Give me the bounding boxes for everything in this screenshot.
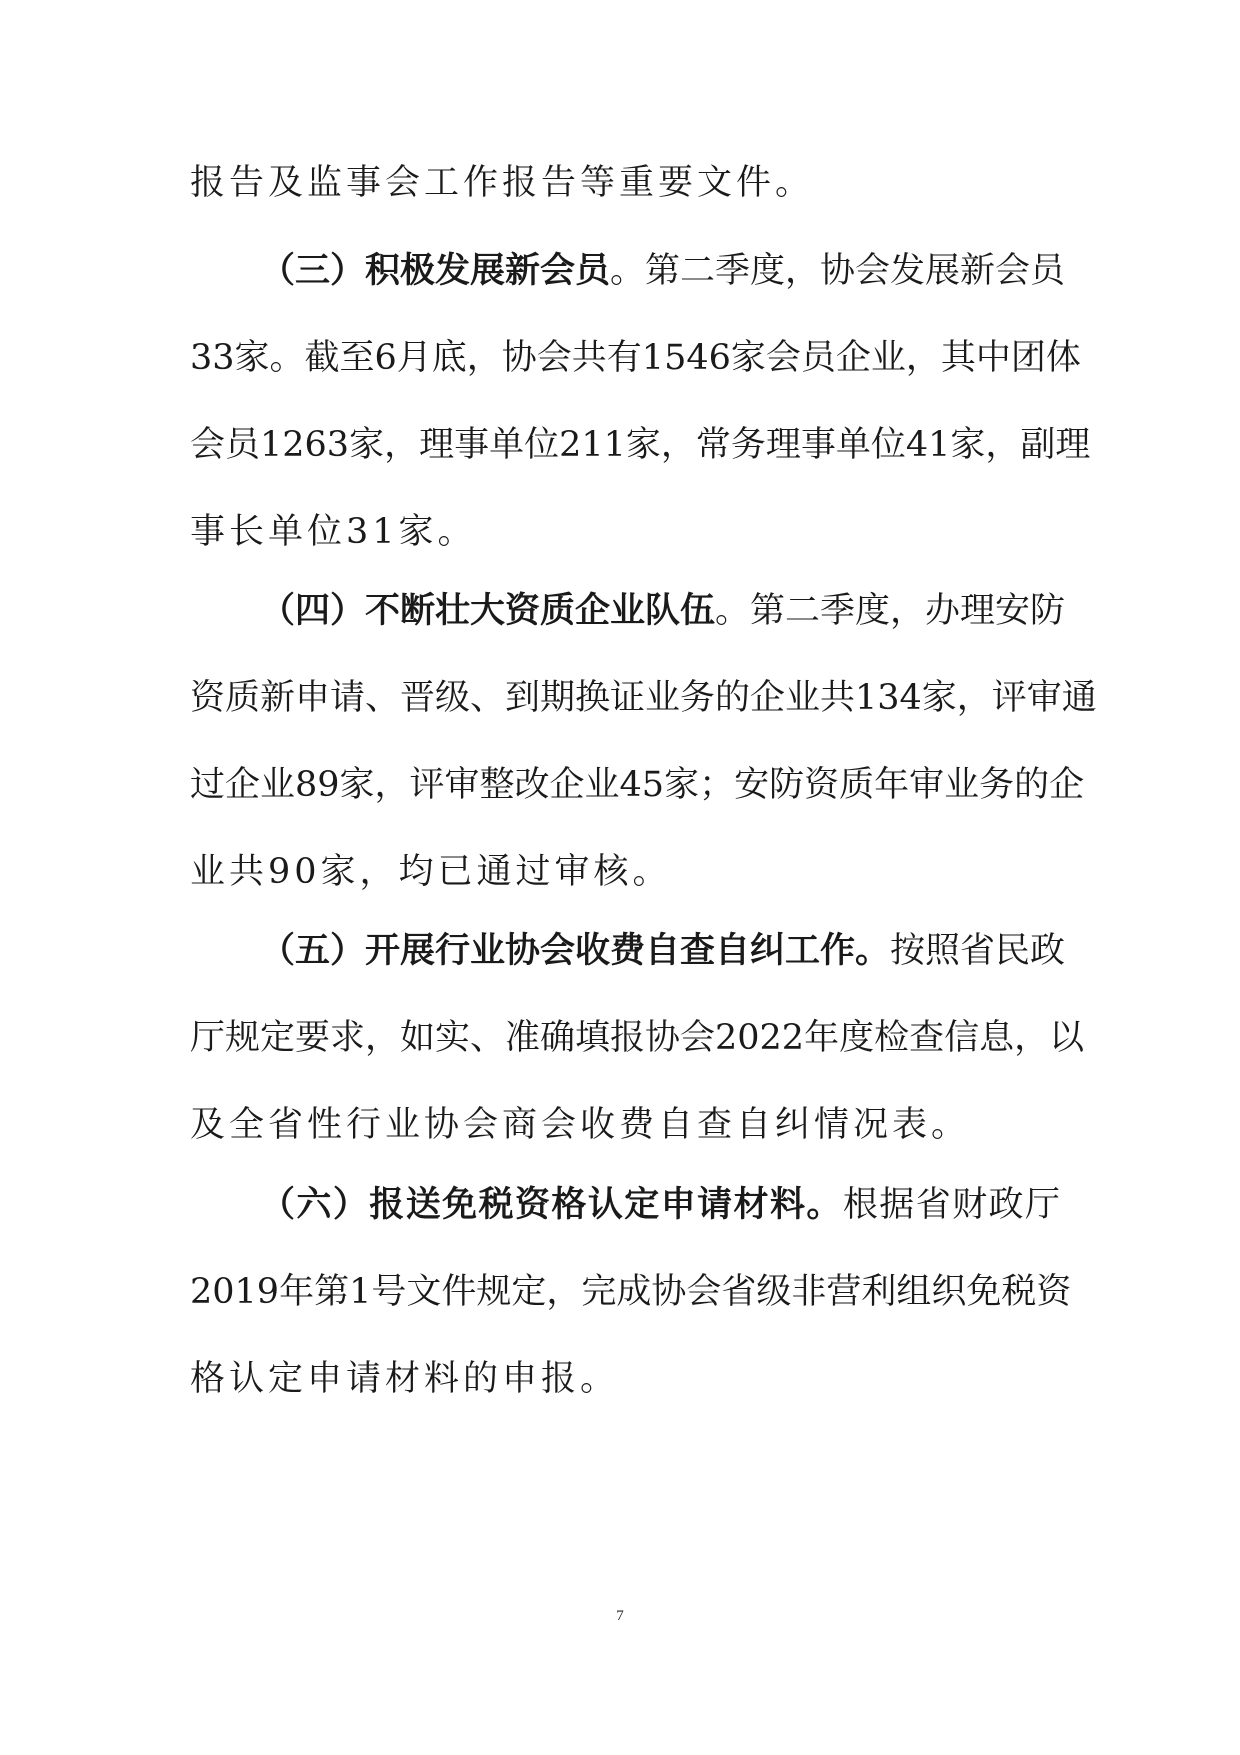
paragraph-first-line (260, 930, 1066, 972)
body-line: 过企业89家，评审整改企业45家；安防资质年审业务的企 (190, 765, 1085, 805)
body-line: 资质新申请、晋级、到期换证业务的企业共134家，评审通 (190, 678, 1097, 718)
body-line: 及全省性行业协会商会收费自查自纠情况表。 (190, 1105, 971, 1145)
body-text: 。第二季度，协会发展新会员 (610, 251, 1066, 291)
body-line: 报告及监事会工作报告等重要文件。 (190, 163, 815, 203)
body-line: 业共90家，均已通过审核。 (190, 852, 672, 892)
body-text: 。第二季度，办理安防 (715, 591, 1066, 631)
body-line: 33家。截至6月底，协会共有1546家会员企业，其中团体 (190, 338, 1081, 378)
body-line: 厅规定要求，如实、准确填报协会2022年度检查信息，以 (190, 1018, 1085, 1058)
body-line: 2019年第1号文件规定，完成协会省级非营利组织免税资 (190, 1272, 1072, 1312)
body-line: 格认定申请材料的申报。 (190, 1359, 620, 1399)
paragraph-first-line (260, 1184, 1060, 1226)
paragraph-first-line (260, 250, 1066, 292)
body-text: 根据省财政厅 (842, 1185, 1060, 1225)
body-line: 事长单位31家。 (190, 512, 477, 552)
section-heading: （六）报送免税资格认定申请材料。 (260, 1185, 843, 1225)
section-heading: （五）开展行业协会收费自查自纠工作。 (260, 931, 891, 971)
section-heading: （四）不断壮大资质企业队伍 (260, 591, 716, 631)
body-text: 按照省民政 (890, 931, 1066, 971)
section-heading: （三）积极发展新会员 (260, 251, 611, 291)
paragraph-first-line (260, 590, 1066, 632)
page-number: 7 (616, 1608, 624, 1624)
body-line: 会员1263家，理事单位211家，常务理事单位41家，副理 (190, 425, 1091, 465)
